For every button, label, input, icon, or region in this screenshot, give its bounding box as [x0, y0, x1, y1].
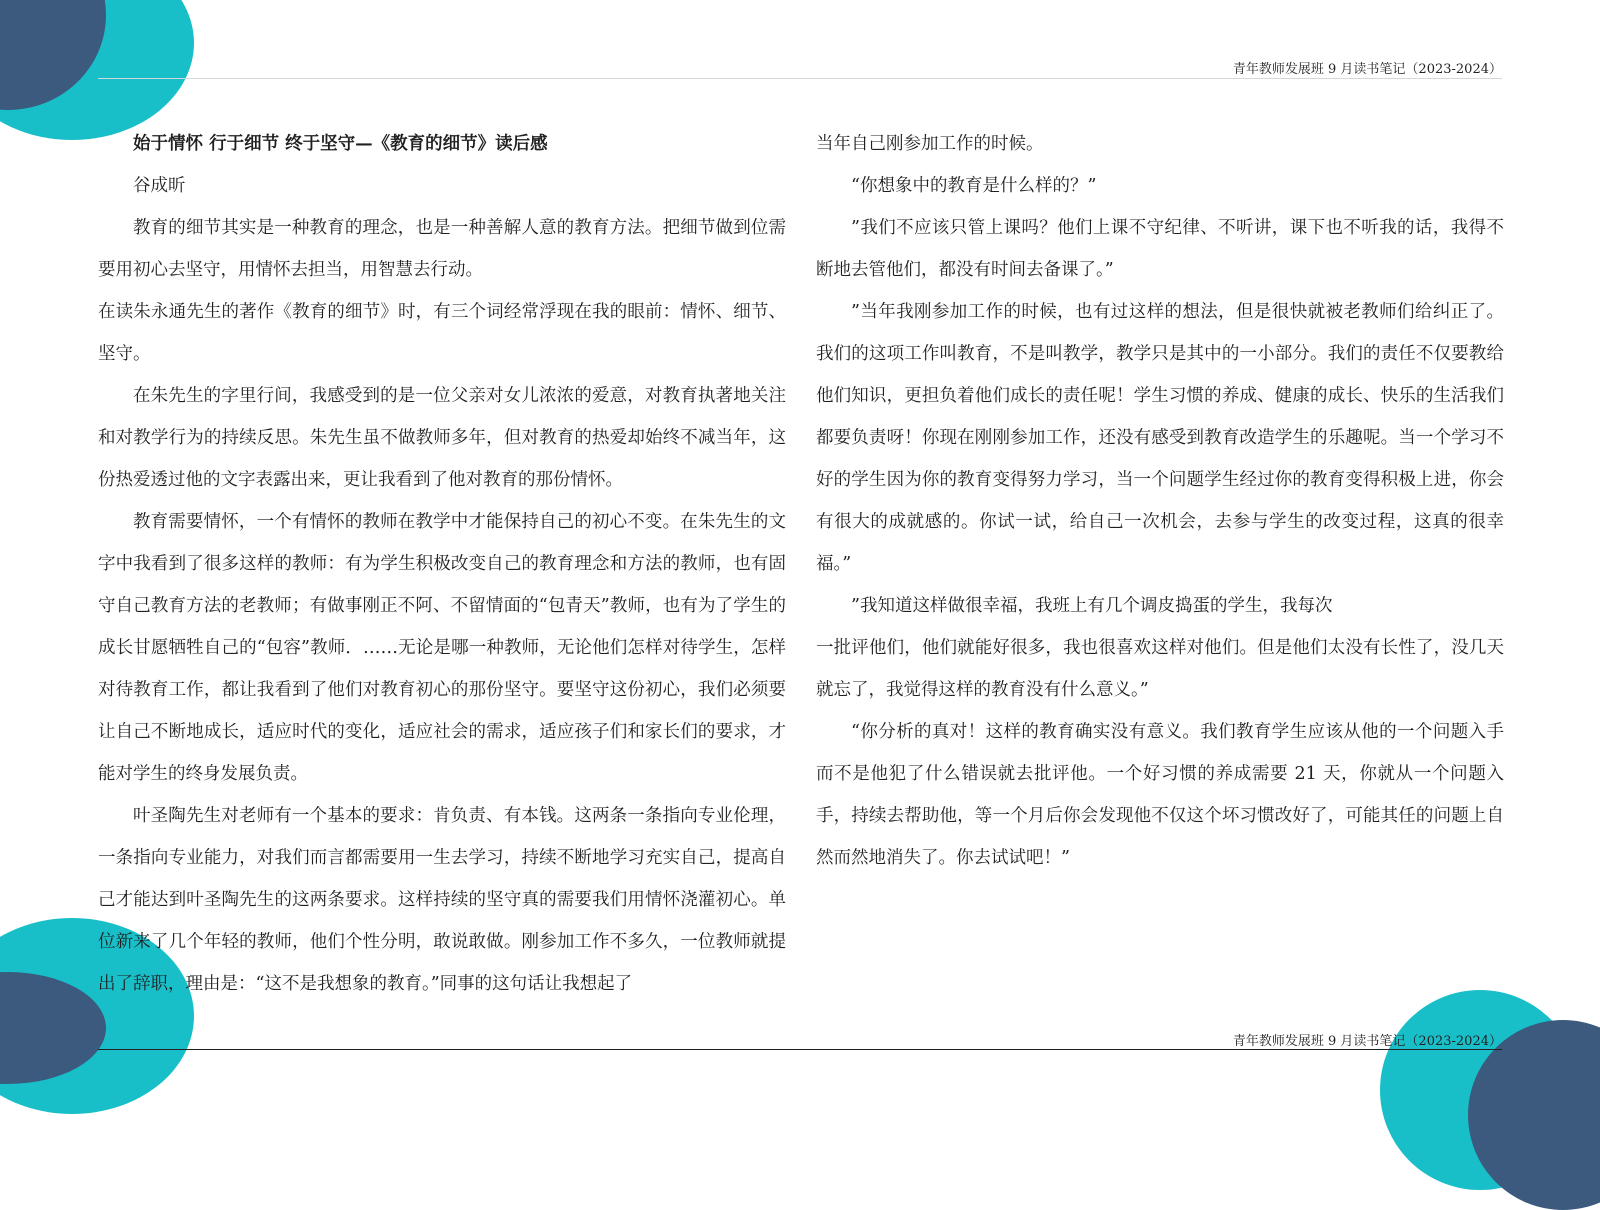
footer-divider [98, 1049, 1502, 1050]
right-column [816, 123, 1504, 879]
paragraph: 在朱先生的字里行间，我感受到的是一位父亲对女儿浓浓的爱意，对教育执著地关注和对教学行为的持续反思。朱先生虽不做教师多年，但对教育的热爱却始终不减当年，这份热爱透过他的文字表露出来，更让我看到了他对教育的那份情怀。 [98, 386, 786, 490]
paragraph: 教育的细节其实是一种教育的理念，也是一种善解人意的教育方法。把细节做到位需要用初心去坚守，用情怀去担当，用智慧去行动。 [98, 218, 786, 280]
article-title: 始于情怀 行于细节 终于坚守—《教育的细节》读后感 [133, 134, 548, 154]
paragraph: 在读朱永通先生的著作《教育的细节》时，有三个词经常浮现在我的眼前：情怀、细节、坚守。 [98, 302, 786, 364]
paragraph: 叶圣陶先生对老师有一个基本的要求：肯负责、有本钱。这两条一条指向专业伦理，一条指向专业能力，对我们而言都需要用一生去学习，持续不断地学习充实自己，提高自己才能达到叶圣陶先生的这两条要求。这样持续的坚守真的需要我们用情怀浇灌初心。单位新来了几个年轻的教师，他们个性分明，敢说敢做。刚参加工作不多久，一位教师就提出了辞职，理由是：“这不是我想象的教育。”同事的这句话让我想起了 [98, 806, 786, 994]
paragraph: “你想象中的教育是什么样的？” [851, 176, 1097, 196]
paragraph: 当年自己刚参加工作的时候。 [816, 134, 1044, 154]
page-footer: 青年教师发展班 9 月读书笔记（2023-2024） [1232, 1034, 1502, 1049]
paragraph: ”我们不应该只管上课吗？他们上课不守纪律、不听讲，课下也不听我的话，我得不断地去管他们，都没有时间去备课了。” [816, 218, 1504, 280]
paragraph: “你分析的真对！这样的教育确实没有意义。我们教育学生应该从他的一个问题入手而不是他犯了什么错误就去批评他。一个好习惯的养成需要 21 天，你就从一个问题入手，持续去帮助他，等一个月后你会发现他不仅这个坏习惯改好了，可能其任的问题上自然而然地消失了。你去试试吧！” [816, 722, 1504, 868]
paragraph: ”当年我刚参加工作的时候，也有过这样的想法，但是很快就被老教师们给纠正了。我们的这项工作叫教育，不是叫教学，教学只是其中的一小部分。我们的责任不仅要教给他们知识，更担负着他们成长的责任呢！学生习惯的养成、健康的成长、快乐的生活我们都要负责呀！你现在刚刚参加工作，还没有感受到教育改造学生的乐趣呢。当一个学习不好的学生因为你的教育变得努力学习，当一个问题学生经过你的教育变得积极上进，你会有很大的成就感的。你试一试，给自己一次机会，去参与学生的改变过程，这真的很幸福。” [816, 302, 1504, 574]
article-author: 谷成昕 [133, 176, 186, 196]
paragraph: ”我知道这样做很幸福，我班上有几个调皮捣蛋的学生，我每次 [851, 596, 1333, 616]
paragraph: 教育需要情怀，一个有情怀的教师在教学中才能保持自己的初心不变。在朱先生的文字中我看到了很多这样的教师：有为学生积极改变自己的教育理念和方法的教师，也有固守自己教育方法的老教师；有做事刚正不阿、不留情面的“包青天”教师，也有为了学生的成长甘愿牺牲自己的“包容”教师．……无论是哪一种教师，无论他们怎样对待学生，怎样对待教育工作，都让我看到了他们对教育初心的那份坚守。要坚守这份初心，我们必须要让自己不断地成长，适应时代的变化，适应社会的需求，适应孩子们和家长们的要求，才能对学生的终身发展负责。 [98, 512, 786, 784]
paragraph: 一批评他们，他们就能好很多，我也很喜欢这样对他们。但是他们太没有长性了，没几天就忘了，我觉得这样的教育没有什么意义。” [816, 638, 1504, 700]
page-header: 青年教师发展班 9 月读书笔记（2023-2024） [1232, 62, 1502, 77]
left-column [98, 123, 786, 1005]
header-divider [98, 78, 1502, 79]
